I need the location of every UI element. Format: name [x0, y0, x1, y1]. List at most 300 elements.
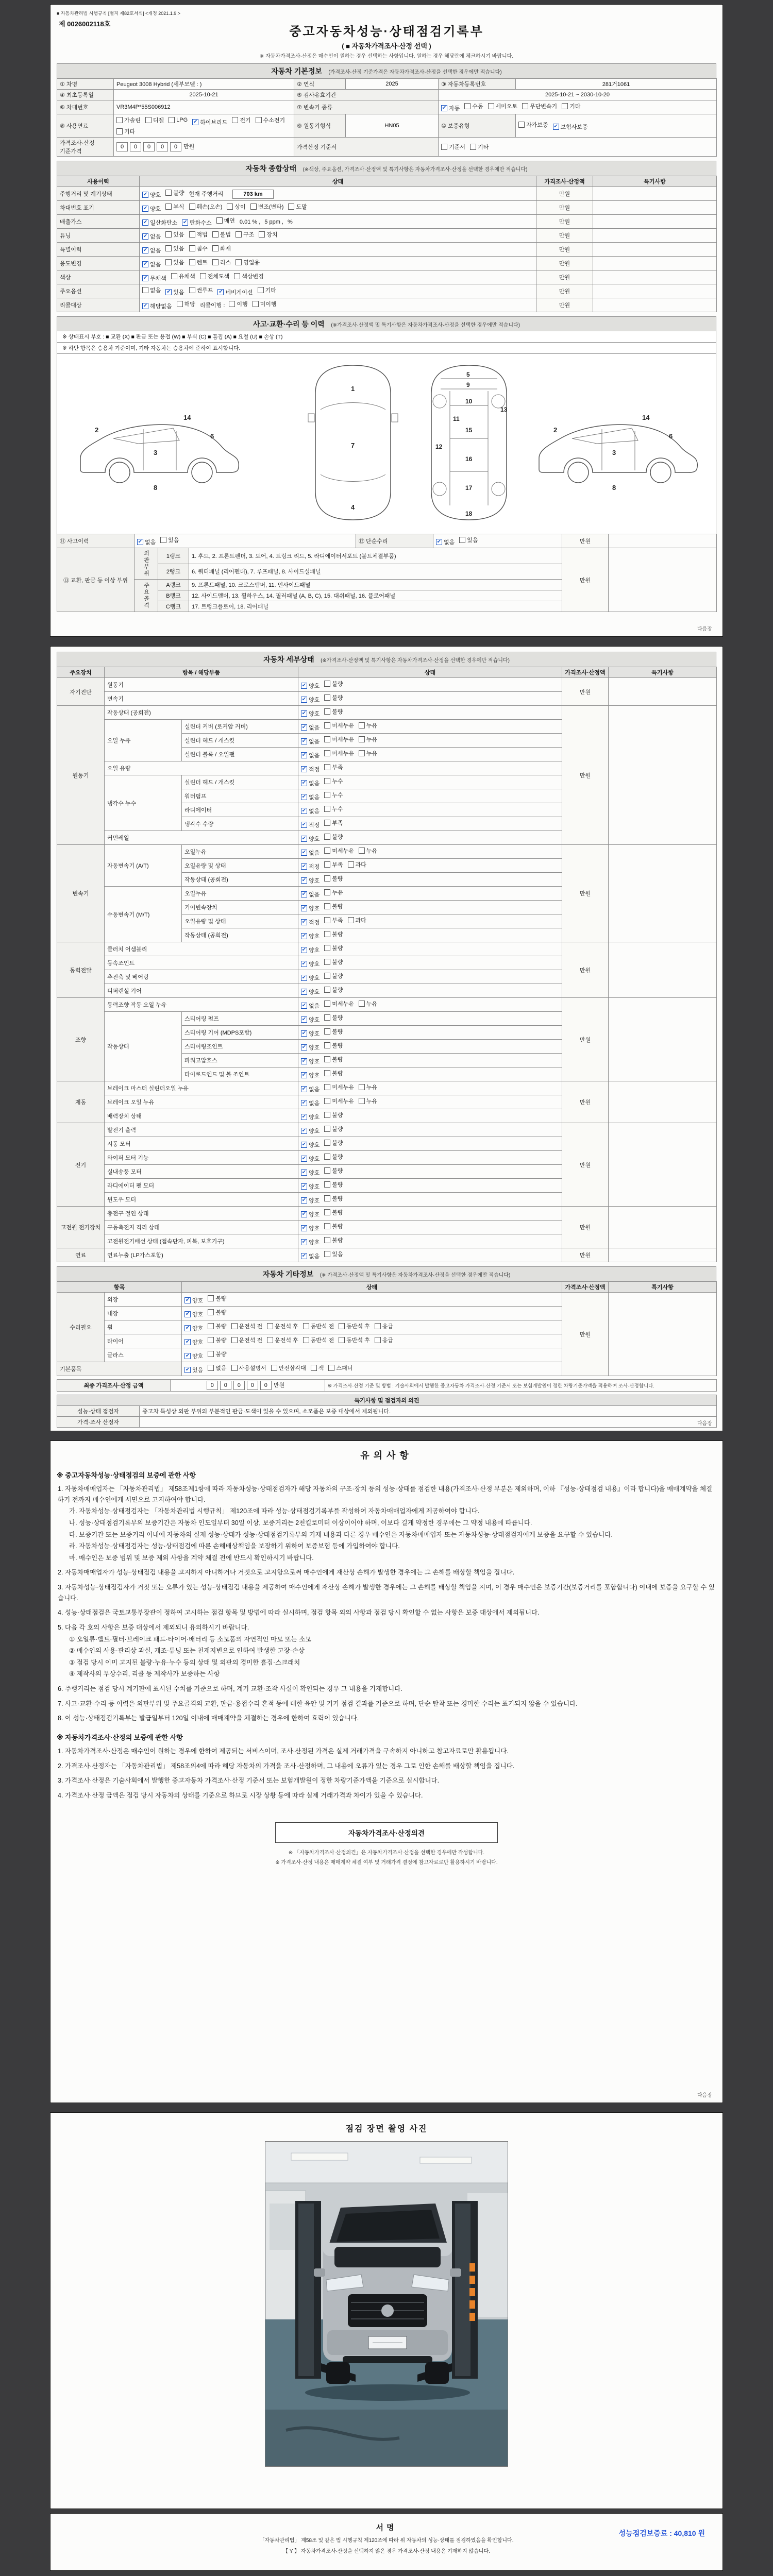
checkbox-box-icon	[324, 681, 330, 687]
checkbox-checked[interactable]	[553, 123, 588, 131]
checkbox-unchecked[interactable]	[171, 272, 195, 280]
checkbox-unchecked[interactable]	[116, 127, 135, 135]
checkbox-unchecked[interactable]	[116, 116, 141, 124]
checkbox-label: 불량	[332, 1168, 343, 1174]
checkbox-unchecked[interactable]	[359, 749, 377, 757]
checkbox-unchecked[interactable]	[324, 1250, 343, 1258]
checkbox-unchecked[interactable]	[324, 860, 343, 869]
checkbox-label: 전기	[240, 117, 251, 124]
checkbox-unchecked[interactable]	[324, 735, 354, 743]
checkbox-box-icon	[324, 806, 330, 812]
status-cell	[298, 956, 562, 970]
notice-paragraph: 3. 자동차성능·상태점검자가 거짓 또는 오류가 있는 성능·상태점검 내용을 제공하여 매수인에게 재산상 손해가 발생한 경우에는 그 손해를 배상할 책임을 지며, 이 경우 매수인은 보증기간(보증거리를 포함합니다) 이내에 보증을 요구할 수 있습니다.	[58, 1584, 715, 1602]
checkbox-checked[interactable]	[301, 1155, 320, 1163]
inspector-opinion-body	[57, 1406, 717, 1428]
checkbox-unchecked[interactable]	[324, 749, 354, 757]
checkbox-unchecked[interactable]	[145, 116, 164, 124]
table-cell: 브레이크 오일 누유	[105, 1095, 298, 1109]
checkbox-checked[interactable]	[142, 205, 161, 213]
section-note: (※ 가격조사·산정액 및 특기사항은 자동차가격조사·산정을 선택한 경우에만 적습니다)	[320, 1273, 511, 1278]
checkbox-box-icon: ✔	[301, 1170, 307, 1175]
checkbox-unchecked[interactable]	[464, 102, 483, 110]
checkbox-checked[interactable]	[301, 1085, 320, 1093]
table-cell: 성능·상태 점검자	[57, 1406, 140, 1417]
table-cell: ⑬ 교환, 판금 등 이상 부위	[57, 548, 135, 612]
checkbox-label: 동반석 전	[310, 1337, 334, 1344]
checkbox-unchecked[interactable]	[441, 143, 465, 151]
checkbox-unchecked[interactable]	[562, 102, 580, 110]
checkbox-unchecked[interactable]	[324, 1222, 343, 1230]
checkbox-label: 과다	[355, 862, 366, 868]
checkbox-unchecked[interactable]	[208, 1364, 226, 1372]
table-cell: 연료누출 (LP가스포함)	[105, 1248, 298, 1262]
checkbox-label: 없음	[150, 234, 161, 240]
table-cell: ⑫ 단순수리	[356, 534, 433, 548]
checkbox-unchecked[interactable]	[234, 272, 264, 280]
table-row	[57, 100, 717, 114]
table-row	[57, 284, 717, 298]
checkbox-checked[interactable]	[436, 538, 455, 546]
table-cell	[114, 138, 294, 157]
checkbox-unchecked[interactable]	[227, 202, 245, 211]
detail-condition-table	[57, 667, 717, 1262]
table-cell: 가격산정 기준서	[294, 138, 439, 157]
checkbox-checked[interactable]	[301, 988, 320, 996]
checkbox-unchecked[interactable]	[359, 1097, 377, 1105]
checkbox-unchecked[interactable]	[165, 189, 184, 197]
checkbox-unchecked[interactable]	[339, 1336, 370, 1344]
checkbox-unchecked[interactable]	[165, 258, 184, 266]
col-header: 가격조사·산정액	[562, 1282, 609, 1293]
checkbox-checked[interactable]	[301, 1210, 320, 1218]
table-header-row	[57, 667, 717, 678]
text-segment: 현재 주행거리	[189, 191, 224, 197]
checkbox-unchecked[interactable]	[324, 707, 343, 716]
notice-paragraph: 6. 주행거리는 점검 당시 계기판에 표시된 수치를 기준으로 하며, 계기 교환·조작 사실이 확인되는 경우 그 내용을 기재합니다.	[58, 1685, 402, 1692]
table-cell: 구동축전지 격리 상태	[105, 1221, 298, 1234]
signature-title: 서명	[376, 2523, 397, 2532]
price-digit-box: 0	[170, 142, 181, 151]
checkbox-unchecked[interactable]	[324, 1208, 343, 1216]
table-cell: 타이로드엔드 및 볼 조인트	[182, 1067, 298, 1081]
checkbox-checked[interactable]	[301, 723, 320, 732]
col-header: 항목 / 해당부품	[105, 667, 298, 678]
checkbox-label: 누수	[332, 778, 343, 785]
checkbox-checked[interactable]	[301, 1141, 320, 1149]
checkbox-checked[interactable]	[301, 1029, 320, 1038]
underbody-view	[431, 365, 508, 520]
checkbox-label: 스패너	[336, 1365, 353, 1371]
checkbox-unchecked[interactable]	[208, 1294, 226, 1302]
table-row	[57, 138, 717, 157]
checkbox-box-icon	[234, 273, 240, 279]
checkbox-unchecked[interactable]	[311, 1364, 324, 1372]
checkbox-checked[interactable]	[301, 696, 320, 704]
checkbox-box-icon: ✔	[301, 933, 307, 939]
checkbox-checked[interactable]	[301, 932, 320, 940]
checkbox-box-icon	[375, 1323, 381, 1329]
table-cell: 만원	[562, 1081, 609, 1123]
checkbox-unchecked[interactable]	[258, 286, 276, 294]
checkbox-label: 운전석 전	[239, 1324, 263, 1330]
checkbox-box-icon	[359, 1084, 365, 1090]
checkbox-checked[interactable]	[301, 1057, 320, 1065]
checkbox-unchecked[interactable]	[324, 1013, 343, 1022]
checkbox-checked[interactable]	[301, 1113, 320, 1121]
checkbox-unchecked[interactable]	[324, 888, 343, 896]
checkbox-box-icon	[227, 204, 233, 210]
checkbox-unchecked[interactable]	[267, 1336, 298, 1344]
checkbox-unchecked[interactable]	[324, 693, 343, 702]
checkbox-box-icon: ✔	[301, 1114, 307, 1120]
checkbox-box-icon: ✔	[301, 919, 307, 925]
checkbox-checked[interactable]	[301, 862, 320, 871]
checkbox-label: 보험사보증	[560, 124, 588, 130]
table-cell: 발전기 출력	[105, 1123, 298, 1137]
checkbox-unchecked[interactable]	[208, 1308, 226, 1316]
checkbox-unchecked[interactable]	[324, 1041, 343, 1049]
checkbox-checked[interactable]	[301, 1127, 320, 1135]
table-row	[57, 270, 717, 284]
checkbox-unchecked[interactable]	[324, 1139, 343, 1147]
checkbox-checked[interactable]	[184, 1338, 203, 1346]
checkbox-checked[interactable]	[301, 1002, 320, 1010]
checkbox-unchecked[interactable]	[259, 230, 277, 239]
checkbox-label: 해당	[184, 301, 195, 308]
checkbox-unchecked[interactable]	[303, 1336, 334, 1344]
checkbox-checked[interactable]	[142, 274, 166, 282]
table-cell	[609, 1081, 717, 1123]
checkbox-box-icon	[464, 103, 470, 109]
checkbox-unchecked[interactable]	[231, 1364, 266, 1372]
svg-text:5: 5	[466, 371, 470, 378]
checkbox-checked[interactable]	[142, 260, 161, 268]
checkbox-unchecked[interactable]	[212, 230, 231, 239]
checkbox-unchecked[interactable]	[324, 986, 343, 994]
status-cell	[298, 873, 562, 887]
checkbox-unchecked[interactable]	[324, 777, 343, 785]
status-cell	[298, 1207, 562, 1221]
checkbox-checked[interactable]	[301, 1182, 320, 1191]
checkbox-unchecked[interactable]	[208, 1350, 226, 1358]
checkbox-checked[interactable]	[301, 1071, 320, 1079]
checkbox-checked[interactable]	[301, 709, 320, 718]
text-segment: 리콜이행 :	[199, 302, 225, 309]
table-cell: ③ 자동차등록번호	[439, 79, 516, 90]
checkbox-box-icon	[324, 1084, 330, 1090]
checkbox-unchecked[interactable]	[212, 244, 231, 252]
checkbox-checked[interactable]	[301, 1099, 320, 1107]
checkbox-checked[interactable]	[301, 821, 320, 829]
checkbox-checked[interactable]	[301, 793, 320, 801]
checkbox-unchecked[interactable]	[348, 860, 366, 869]
checkbox-checked[interactable]	[301, 737, 320, 745]
checkbox-label: 불량	[332, 1112, 343, 1118]
checkbox-label: 불량	[332, 931, 343, 938]
notice-title: 유의사항	[360, 1450, 413, 1461]
table-cell: 변속기	[57, 845, 105, 942]
status-cell	[298, 901, 562, 914]
checkbox-unchecked[interactable]	[359, 721, 377, 730]
checkbox-checked[interactable]	[184, 1366, 203, 1374]
checkbox-label: 미세누유	[332, 751, 354, 757]
checkbox-unchecked[interactable]	[324, 874, 343, 883]
checkbox-box-icon	[324, 1181, 330, 1188]
checkbox-unchecked[interactable]	[459, 536, 478, 544]
checkbox-label: 불량	[332, 987, 343, 993]
checkbox-box-icon	[303, 1337, 309, 1343]
basic-info-body	[57, 79, 717, 157]
checkbox-unchecked[interactable]	[231, 1322, 263, 1330]
notice-paragraph: 5. 다음 각 호의 사항은 보증 대상에서 제외되니 유의하시기 바랍니다.	[58, 1623, 249, 1631]
checkbox-unchecked[interactable]	[324, 1236, 343, 1244]
table-cell: 만원	[536, 215, 593, 229]
checkbox-unchecked[interactable]	[359, 999, 377, 1008]
checkbox-unchecked[interactable]	[236, 258, 260, 266]
checkbox-unchecked[interactable]	[208, 1336, 226, 1344]
checkbox-checked[interactable]	[142, 218, 177, 227]
checkbox-unchecked[interactable]	[177, 300, 195, 308]
checkbox-checked[interactable]	[137, 538, 156, 546]
checkbox-unchecked[interactable]	[324, 999, 354, 1008]
checkbox-checked[interactable]	[301, 1168, 320, 1177]
checkbox-checked[interactable]	[301, 682, 320, 690]
table-cell: 냉각수 누수	[105, 775, 182, 831]
top-view	[308, 365, 398, 520]
checkbox-checked[interactable]	[301, 1043, 320, 1052]
checkbox-checked[interactable]	[184, 1310, 203, 1318]
notice-section2-body	[57, 1746, 716, 1801]
checkbox-checked[interactable]	[301, 751, 320, 759]
checkbox-unchecked[interactable]	[288, 202, 307, 211]
section-title: 사고·교환·수리 등 이력	[253, 320, 325, 328]
checkbox-unchecked[interactable]	[324, 1111, 343, 1119]
table-cell: 제동	[57, 1081, 105, 1123]
checkbox-unchecked[interactable]	[324, 721, 354, 730]
checkbox-unchecked[interactable]	[169, 117, 188, 123]
checkbox-checked[interactable]	[301, 890, 320, 899]
checkbox-unchecked[interactable]	[200, 272, 230, 280]
checkbox-checked[interactable]	[142, 191, 161, 199]
checkbox-unchecked[interactable]	[324, 1083, 354, 1091]
checkbox-checked[interactable]	[301, 807, 320, 815]
checkbox-unchecked[interactable]	[250, 202, 284, 211]
checkbox-unchecked[interactable]	[518, 121, 548, 129]
checkbox-label: 양호	[309, 947, 320, 954]
table-cell: 9. 프론트패널, 10. 크로스멤버, 11. 인사이드패널	[189, 580, 562, 590]
table-row	[57, 1123, 717, 1137]
checkbox-unchecked[interactable]	[324, 1027, 343, 1036]
checkbox-unchecked[interactable]	[324, 1125, 343, 1133]
checkbox-checked[interactable]	[301, 946, 320, 954]
table-row	[57, 1380, 717, 1392]
checkbox-unchecked[interactable]	[208, 1322, 226, 1330]
checkbox-checked[interactable]	[301, 1015, 320, 1024]
checkbox-checked[interactable]	[301, 918, 320, 926]
checkbox-unchecked[interactable]	[324, 902, 343, 910]
checkbox-unchecked[interactable]	[189, 230, 208, 239]
checkbox-checked[interactable]	[165, 288, 184, 296]
checkbox-label: 훼손(오손)	[196, 204, 223, 210]
checkbox-label: 없음	[309, 753, 320, 759]
checkbox-unchecked[interactable]	[160, 536, 179, 544]
checkbox-checked[interactable]	[182, 218, 212, 227]
checkbox-checked[interactable]	[301, 876, 320, 885]
checkbox-checked[interactable]	[301, 1196, 320, 1205]
checkbox-unchecked[interactable]	[189, 244, 208, 252]
checkbox-unchecked[interactable]	[324, 1055, 343, 1063]
checkbox-unchecked[interactable]	[267, 1322, 298, 1330]
checkbox-unchecked[interactable]	[359, 1083, 377, 1091]
checkbox-box-icon	[324, 848, 330, 854]
table-cell: A랭크	[158, 580, 189, 590]
checkbox-box-icon: ✔	[143, 247, 148, 253]
checkbox-unchecked[interactable]	[324, 1180, 343, 1189]
checkbox-checked[interactable]	[301, 779, 320, 787]
checkbox-unchecked[interactable]	[324, 944, 343, 952]
checkbox-unchecked[interactable]	[324, 819, 343, 827]
status-cell	[298, 1081, 562, 1095]
checkbox-unchecked[interactable]	[470, 143, 489, 151]
checkbox-label: 영업용	[243, 260, 260, 266]
table-cell: 차대번호 표기	[57, 201, 140, 215]
checkbox-unchecked[interactable]	[165, 230, 184, 239]
checkbox-label: 불량	[215, 1296, 227, 1302]
checkbox-unchecked[interactable]	[232, 116, 250, 124]
checkbox-unchecked[interactable]	[271, 1364, 306, 1372]
checkbox-checked[interactable]	[301, 835, 320, 843]
checkbox-unchecked[interactable]	[216, 216, 235, 225]
table-cell: 주요옵션	[57, 284, 140, 298]
table-cell: 주행거리 및 계기상태	[57, 187, 140, 201]
checkbox-unchecked[interactable]	[324, 846, 354, 855]
checkbox-box-icon	[324, 889, 330, 895]
checkbox-box-icon: ✔	[143, 261, 148, 267]
checkbox-unchecked[interactable]	[324, 680, 343, 688]
checkbox-label: 없음	[309, 892, 320, 898]
checkbox-box-icon: ✔	[301, 1156, 307, 1161]
checkbox-unchecked[interactable]	[339, 1322, 370, 1330]
checkbox-unchecked[interactable]	[328, 1364, 352, 1372]
checkbox-box-icon: ✔	[301, 905, 307, 911]
checkbox-unchecked[interactable]	[212, 258, 231, 266]
checkbox-unchecked[interactable]	[324, 916, 343, 924]
checkbox-checked[interactable]	[142, 246, 161, 255]
checkbox-unchecked[interactable]	[375, 1336, 393, 1344]
checkbox-box-icon: ✔	[301, 1072, 307, 1078]
table-cell	[609, 706, 717, 845]
checkbox-checked[interactable]	[184, 1296, 203, 1304]
checkbox-label: 있음	[467, 537, 478, 544]
checkbox-unchecked[interactable]	[253, 300, 277, 308]
text-segment: 0.01 % ,	[239, 219, 261, 225]
checkbox-unchecked[interactable]	[189, 202, 223, 211]
checkbox-unchecked[interactable]	[324, 972, 343, 980]
table-cell: 원동기	[105, 678, 298, 692]
checkbox-checked[interactable]	[441, 104, 460, 112]
damage-code-legend: ※ 상태표시 부호 : ■ 교환 (X) ■ 판금 또는 용접 (W) ■ 부식 (C) ■ 흠집 (A) ■ 요철 (U) ■ 손상 (T)	[57, 331, 716, 343]
checkbox-box-icon	[324, 1140, 330, 1146]
checkbox-unchecked[interactable]	[165, 202, 184, 211]
checkbox-unchecked[interactable]	[359, 846, 377, 855]
checkbox-label: 불량	[332, 1196, 343, 1202]
checkbox-unchecked[interactable]	[236, 230, 254, 239]
table-cell: 6. 쿼터패널 (리어펜더), 7. 루프패널, 8. 사이드실패널	[189, 564, 562, 580]
checkbox-box-icon: ✔	[301, 1239, 307, 1245]
checkbox-unchecked[interactable]	[303, 1322, 334, 1330]
checkbox-unchecked[interactable]	[324, 1194, 343, 1202]
notice-paragraph: 가. 자동차성능·상태점검자는 「자동차관리법 시행규칙」 제120조에 따라 성능·상태점검기록부를 작성하여 자동차매매업자에게 제공하여야 합니다.	[69, 1507, 480, 1515]
checkbox-checked[interactable]	[301, 849, 320, 857]
checkbox-unchecked[interactable]	[324, 930, 343, 938]
checkbox-checked[interactable]	[301, 960, 320, 968]
checkbox-unchecked[interactable]	[189, 258, 208, 266]
final-price-body	[57, 1380, 717, 1392]
checkbox-unchecked[interactable]	[165, 244, 184, 252]
checkbox-checked[interactable]	[301, 765, 320, 773]
checkbox-checked[interactable]	[301, 974, 320, 982]
table-cell: 만원	[536, 243, 593, 257]
checkbox-label: 무단변속기	[530, 104, 558, 110]
checkbox-box-icon	[488, 103, 494, 109]
checkbox-label: 양호	[192, 1353, 204, 1360]
checkbox-unchecked[interactable]	[375, 1322, 393, 1330]
checkbox-unchecked[interactable]	[324, 1166, 343, 1175]
checkbox-label: 불량	[215, 1351, 227, 1358]
checkbox-unchecked[interactable]	[324, 1097, 354, 1105]
checkbox-unchecked[interactable]	[324, 958, 343, 966]
checkbox-unchecked[interactable]	[142, 286, 161, 294]
checkbox-label: 화재	[220, 246, 231, 252]
checkbox-unchecked[interactable]	[324, 763, 343, 771]
checkbox-checked[interactable]	[184, 1352, 203, 1360]
table-cell	[140, 1417, 717, 1428]
checkbox-unchecked[interactable]	[324, 833, 343, 841]
checkbox-checked[interactable]	[192, 118, 227, 126]
table-cell: 고전원전기배선 상태 (접속단자, 피복, 보호기구)	[105, 1234, 298, 1248]
checkbox-unchecked[interactable]	[324, 1153, 343, 1161]
checkbox-box-icon: ✔	[301, 697, 307, 702]
checkbox-checked[interactable]	[301, 904, 320, 912]
checkbox-unchecked[interactable]	[488, 102, 518, 110]
checkbox-unchecked[interactable]	[324, 1069, 343, 1077]
checkbox-checked[interactable]	[301, 1224, 320, 1232]
checkbox-checked[interactable]	[184, 1324, 203, 1332]
checkbox-unchecked[interactable]	[231, 1336, 263, 1344]
checkbox-checked[interactable]	[142, 232, 161, 241]
checkbox-checked[interactable]	[301, 1252, 320, 1260]
notice-paragraph: ③ 점검 당시 이미 고지된 불량·누유·누수 등의 상태 및 외관의 경미한 흠집·스크래치	[69, 1658, 300, 1666]
table-cell: 2025-10-21 ~ 2030-10-20	[439, 90, 717, 100]
checkbox-unchecked[interactable]	[522, 102, 557, 110]
checkbox-box-icon	[165, 204, 172, 210]
checkbox-label: 누유	[366, 1098, 378, 1105]
table-cell: 281거1061	[516, 79, 717, 90]
checkbox-checked[interactable]	[217, 288, 253, 296]
checkbox-label: 불량	[332, 1057, 343, 1063]
checkbox-unchecked[interactable]	[359, 735, 377, 743]
checkbox-unchecked[interactable]	[189, 286, 213, 294]
checkbox-unchecked[interactable]	[256, 116, 285, 124]
checkbox-unchecked[interactable]	[324, 805, 343, 813]
table-cell: 변속기	[105, 692, 298, 706]
checkbox-checked[interactable]	[301, 1238, 320, 1246]
checkbox-unchecked[interactable]	[229, 300, 247, 308]
checkbox-unchecked[interactable]	[324, 791, 343, 799]
checkbox-checked[interactable]	[142, 302, 172, 310]
checkbox-box-icon: ✔	[301, 836, 307, 841]
checkbox-unchecked[interactable]	[348, 916, 366, 924]
